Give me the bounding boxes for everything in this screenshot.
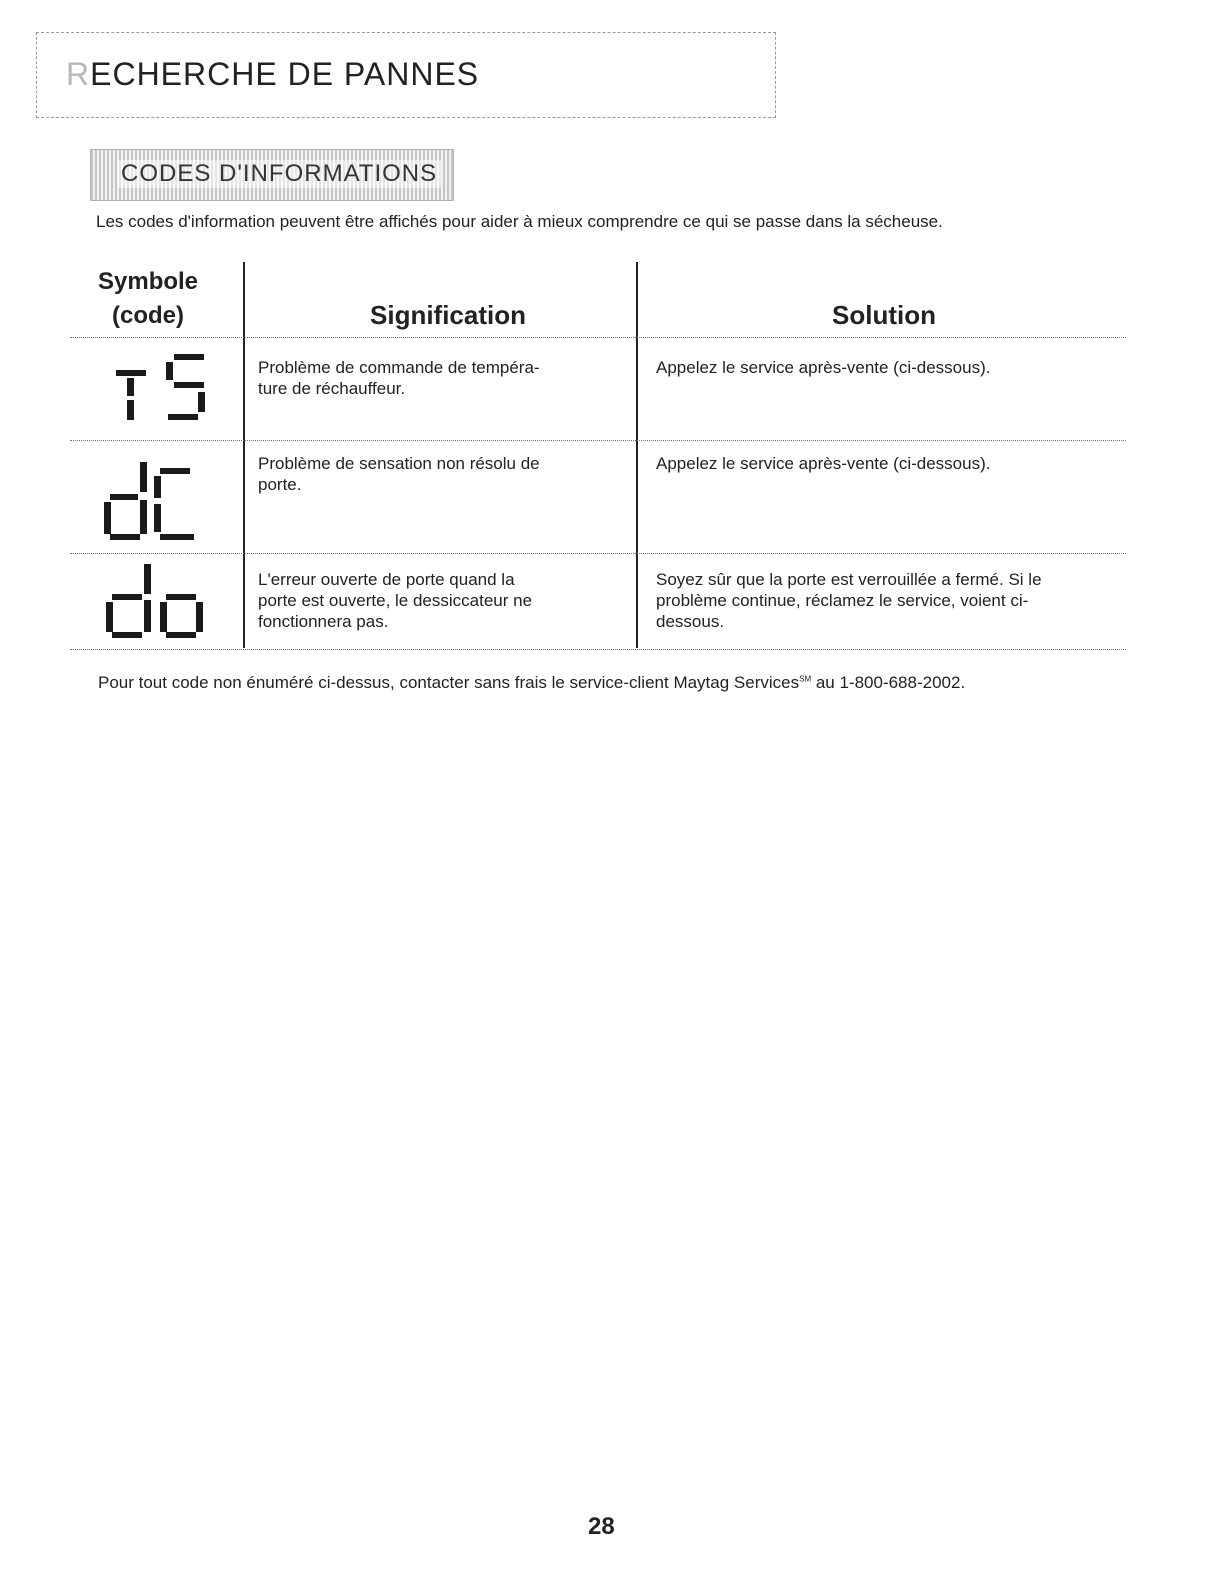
row-divider [70,337,1126,338]
col-head-solution: Solution [832,300,936,330]
row-divider [70,440,1126,441]
meaning-line: Problème de commande de tempéra- [258,358,540,377]
col-head-meaning: Signification [370,300,526,330]
solution-cell [656,569,1126,632]
meaning-line: fonctionnera pas. [258,612,389,631]
col-head-symbol-2: (code) [112,302,184,329]
solution-cell [656,453,1126,474]
meaning-line: porte est ouverte, le dessiccateur ne [258,591,533,610]
column-divider-2 [636,262,638,648]
code-symbol-do [104,560,214,640]
solution-line: Soyez sûr que la porte est verrouillée a fermé. Si le [656,570,1042,589]
title-rest: ECHERCHE DE PANNES [90,56,480,92]
meaning-line: porte. [258,475,302,494]
meaning-line: Problème de sensation non résolu de [258,454,540,473]
title-initial: R [66,56,91,92]
meaning-cell [258,357,628,399]
code-symbol-ts [108,348,218,428]
intro-text: Les codes d'information peuvent être affichés pour aider à mieux comprendre ce qui se passe dans la sécheuse. [96,212,943,231]
page-number: 28 [588,1513,615,1540]
solution-line: Appelez le service après-vente (ci-dessous). [656,454,991,473]
page-title [66,56,479,93]
service-mark: SM [799,674,812,684]
code-symbol-dc [102,452,212,547]
col-head-symbol-1: Symbole [98,268,199,295]
solution-line: Appelez le service après-vente (ci-dessous). [656,358,991,377]
section-heading-banner [90,149,454,201]
meaning-line: L'erreur ouverte de porte quand la [258,570,515,589]
row-divider [70,649,1126,650]
section-heading: CODES D'INFORMATIONS [117,160,441,188]
solution-line: problème continue, réclamez le service, voient ci- [656,591,1029,610]
contact-phone: au 1-800-688-2002. [811,673,966,692]
contact-note [98,673,965,693]
meaning-cell [258,569,628,632]
meaning-line: ture de réchauffeur. [258,379,406,398]
row-divider [70,553,1126,554]
meaning-cell [258,453,628,495]
solution-line: dessous. [656,612,725,631]
column-divider-1 [243,262,245,648]
contact-note-text: Pour tout code non énuméré ci-dessus, contacter sans frais le service-client Maytag Services [98,673,800,692]
solution-cell [656,357,1126,378]
